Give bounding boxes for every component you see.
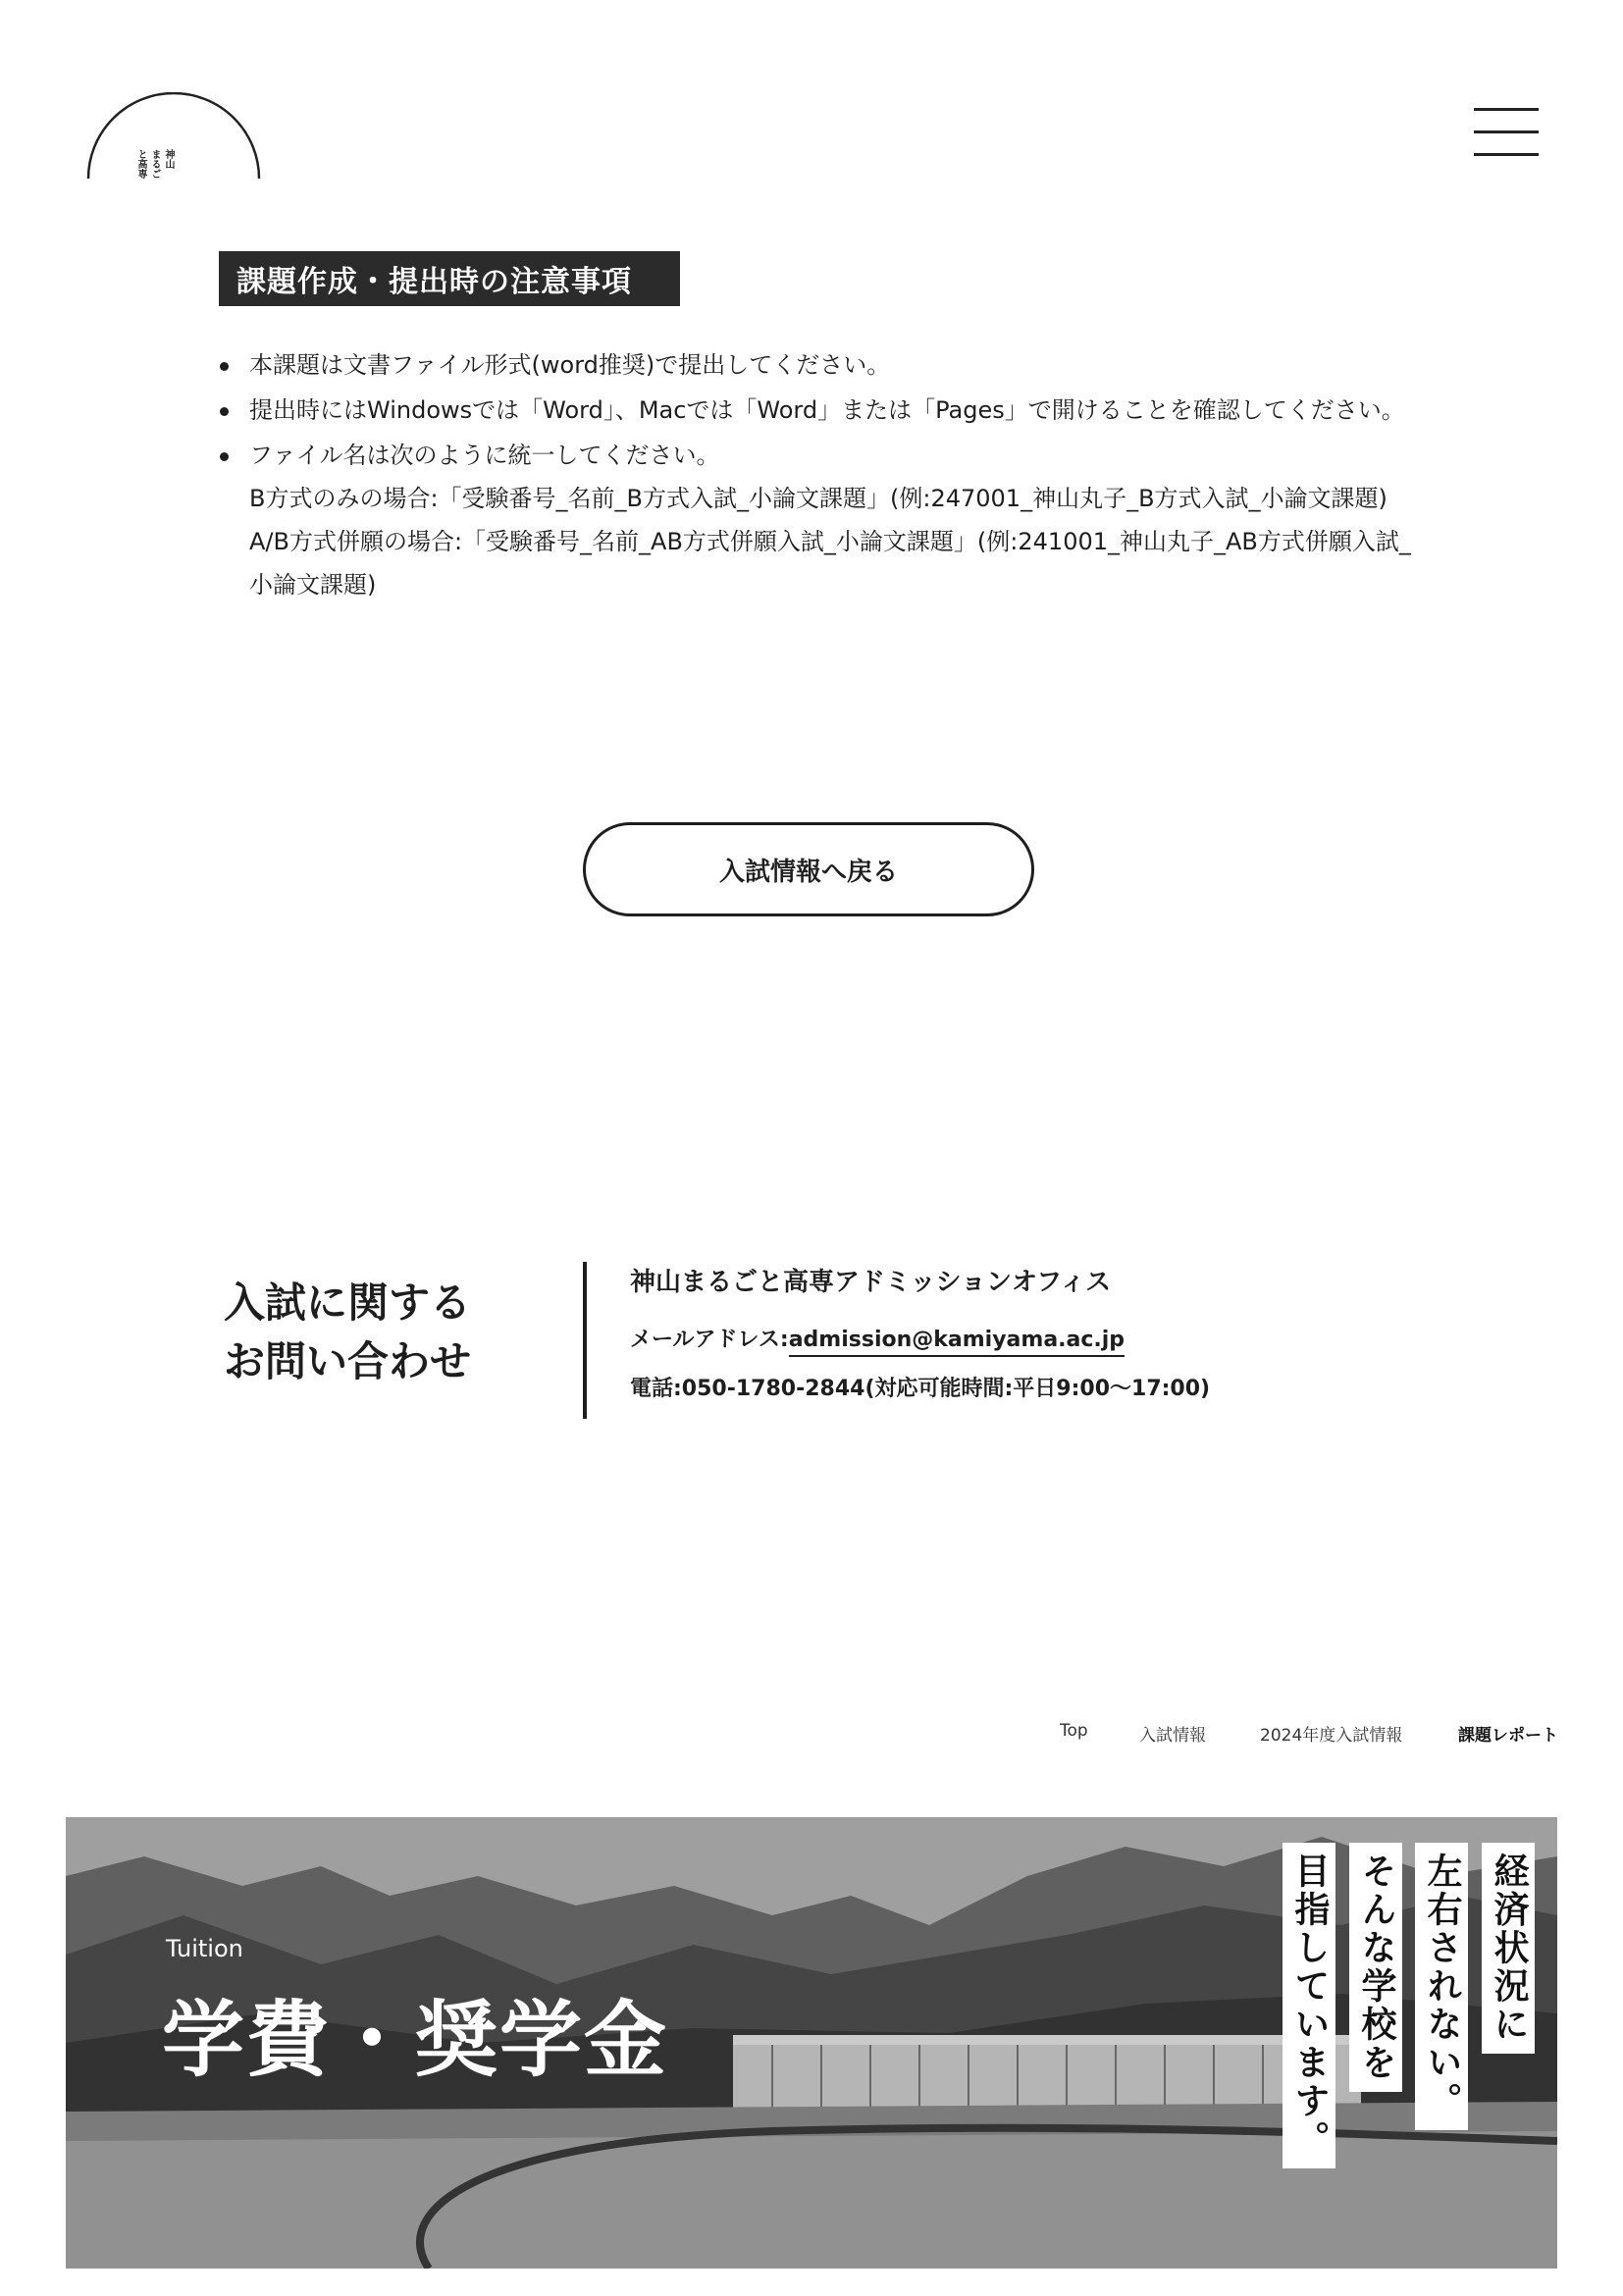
logo-line: まるご [149,149,160,179]
hamburger-menu-icon[interactable] [1474,108,1539,157]
mail-row [630,1323,1125,1353]
site-logo[interactable] [86,92,263,183]
menu-bar [1474,108,1539,111]
menu-bar [1474,130,1539,133]
breadcrumb-current: 課題レポート [1458,1726,1558,1746]
banner-copy-line: 経済状況に [1482,1843,1535,2054]
tuition-banner[interactable] [66,1817,1557,2269]
filename-rule-ab: A/B方式併願の場合:「受験番号_名前_AB方式併願入試_小論文課題」(例:241001_神山丸子_AB方式併願入試_小論文課題) [249,528,1411,599]
banner-title: 学費・奨学金 [162,1992,669,2088]
breadcrumb-item-top[interactable]: Top [1060,1721,1088,1741]
mail-link[interactable]: admission@kamiyama.ac.jp [789,1328,1125,1357]
banner-copy-line: 目指しています。 [1283,1843,1335,2168]
contact-divider [583,1262,587,1419]
logo-wordmark [94,149,173,179]
banner-copy-line: そんな学校を [1349,1843,1402,2092]
contact-title [224,1274,471,1391]
notice-item-text: ファイル名は次のように統一してください。 [249,442,720,469]
notice-item-text: 本課題は文書ファイル形式(word推奨)で提出してください。 [249,351,891,379]
list-item [218,434,1411,606]
banner-en-label: Tuition [166,1935,243,1962]
breadcrumb-item-2024[interactable]: 2024年度入試情報 [1260,1726,1403,1746]
notice-heading: 課題作成・提出時の注意事項 [219,251,680,306]
back-to-admission-button[interactable]: 入試情報へ戻る [583,822,1034,916]
contact-title-line: お問い合わせ [224,1337,472,1385]
logo-line: と高専 [135,149,146,179]
bullet-icon [220,407,229,416]
list-item [218,389,1405,432]
menu-bar [1474,153,1539,156]
filename-rule-b: B方式のみの場合:「受験番号_名前_B方式入試_小論文課題」(例:247001_神山丸子_B方式入試_小論文課題) [249,485,1387,512]
contact-title-line: 入試に関する [224,1278,472,1327]
banner-copy-line: 左右されない。 [1415,1843,1468,2130]
office-name: 神山まるごと高専アドミッションオフィス [630,1268,1112,1297]
bullet-icon [220,452,229,461]
notice-list [218,343,1411,608]
breadcrumb [1060,1721,1562,1748]
bullet-icon [220,362,229,371]
tel-row: 電話:050-1780-2844(対応可能時間:平日9:00〜17:00) [630,1377,1211,1401]
list-item [218,343,1395,387]
notice-item-text: 提出時にはWindowsでは「Word」、Macでは「Word」または「Pages」で開けることを確認してください。 [249,396,1405,424]
breadcrumb-item-admission[interactable]: 入試情報 [1139,1726,1206,1746]
mail-label: メールアドレス: [630,1328,789,1352]
logo-line: 神山 [163,149,174,169]
